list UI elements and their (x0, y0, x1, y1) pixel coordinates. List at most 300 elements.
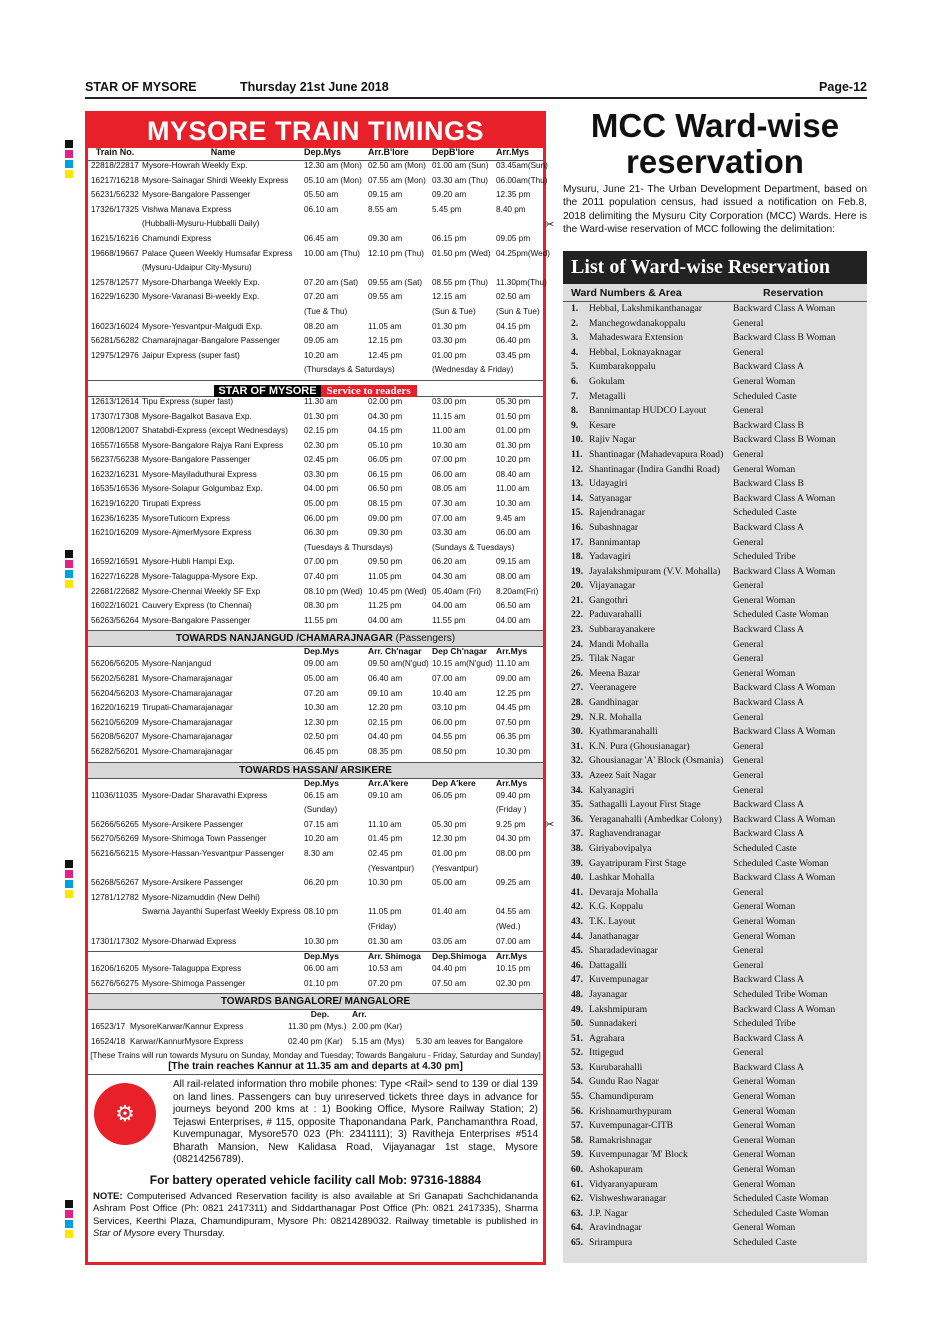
train-table-2 (88, 397, 543, 631)
ward-reservation: General Woman (733, 463, 796, 475)
train-cell: 08.55 pm (Thu) (432, 277, 488, 287)
rail-info-block (88, 1075, 543, 1167)
ward-item (563, 973, 867, 988)
train-cell: 05.50 am (304, 190, 339, 200)
train-row (88, 365, 543, 380)
train-cell: 07.20 pm (368, 978, 403, 988)
train-cell: 17307/17308 (91, 411, 139, 421)
train-cell: 07.20 am (Sat) (304, 277, 359, 287)
ward-area: Yadavagiri (589, 551, 631, 563)
ward-area: Kuvempunagar (589, 974, 649, 986)
band-logo: STAR OF MYSORE (214, 385, 320, 397)
ward-area: Ramakrishnagar (589, 1134, 652, 1146)
ward-number: 65. (571, 1237, 583, 1248)
train-cell: 11036/11035 (91, 790, 138, 800)
train-cell: 08.20 am (304, 321, 339, 331)
shimoga-rows (88, 964, 543, 993)
ward-area: Srirampura (589, 1237, 633, 1248)
train-cell: 12975/12976 (91, 350, 139, 360)
col-dep-blore: DepB'lore (432, 148, 496, 161)
ward-item (563, 1003, 867, 1018)
train-cell: 06.05 pm (368, 455, 403, 465)
ward-reservation: General (733, 448, 764, 460)
ward-reservation: Backward Class B (733, 478, 804, 490)
ward-item (563, 725, 867, 740)
masthead (85, 79, 867, 99)
train-row (88, 557, 543, 572)
train-cell: 56231/56232 (91, 190, 139, 200)
train-cell: 56268/56267 (91, 878, 139, 888)
train-cell: 05.30 pm (496, 396, 531, 406)
col-dep-mys: Dep.Mys (304, 148, 368, 161)
ward-reservation: General Woman (733, 930, 796, 942)
train-cell: 08.40 am (496, 469, 531, 479)
train-row (88, 1022, 543, 1037)
train-row (88, 205, 543, 220)
ward-item (563, 944, 867, 959)
ward-area: Mahadeswara Extension (589, 332, 684, 344)
train-cell: Mysore-Nanjangud (142, 659, 212, 669)
ward-area: T.K. Layout (589, 915, 636, 927)
train-cell: 09.00 am (304, 659, 339, 669)
train-cell: 16229/16230 (91, 292, 139, 302)
train-cell: 16210/16209 (91, 528, 139, 538)
ward-number: 49. (571, 1003, 583, 1015)
ward-number: 59. (571, 1149, 583, 1161)
bg-col-arr: Arr. (352, 1009, 367, 1020)
ward-area: Satyanagar (589, 492, 632, 504)
ward-item (563, 565, 867, 580)
train-cell (142, 864, 304, 879)
train-cell: 01.30 pm (304, 411, 339, 421)
ward-item (563, 433, 867, 448)
train-cell: 01.10 pm (304, 978, 339, 988)
train-cell: 06.10 am (304, 204, 339, 214)
train-row (88, 190, 543, 205)
ward-item (563, 623, 867, 638)
ward-item (563, 390, 867, 405)
ward-number: 45. (571, 945, 583, 957)
train-cell: 22818/22817 (91, 161, 139, 170)
ward-area: Devaraja Mohalla (589, 886, 658, 898)
train-row (88, 689, 543, 704)
train-row (88, 543, 543, 558)
train-cell: 06.35 pm (496, 732, 531, 742)
train-cell: 56216/56215 (91, 848, 139, 858)
train-cell: Mysore-Chamarajanagar (142, 717, 233, 727)
train-cell: 11.30 pm (Mys.) (288, 1022, 347, 1032)
ward-area: Tilak Nagar (589, 653, 635, 665)
ward-area: Jayanagar (589, 988, 628, 1000)
train-row (88, 878, 543, 893)
train-cell: 02.15 pm (368, 717, 403, 727)
nj-col-dep: Dep.Mys (304, 646, 339, 657)
train-row (88, 426, 543, 441)
train-cell (432, 263, 496, 278)
ward-area: Vijayanagar (589, 580, 636, 592)
train-cell: Mysore-Shimoga Town Passenger (142, 834, 267, 844)
train-cell: 03.30 am (432, 528, 467, 538)
note-label: NOTE: (93, 1190, 123, 1202)
shimoga-col-header (88, 952, 543, 965)
train-cell: 02.30 pm (304, 440, 339, 450)
ward-reservation: Backward Class A (733, 974, 804, 986)
train-cell: Chamundi Express (142, 233, 212, 243)
train-cell: 01.00 pm (496, 426, 531, 436)
train-cell: 06.20 am (432, 557, 467, 567)
train-cell: 07.00 pm (304, 557, 339, 567)
ward-number: 11. (571, 448, 583, 460)
ward-item (563, 988, 867, 1003)
train-cell: Mysore-Talaguppa-Mysore Exp. (142, 572, 258, 582)
train-cell: 8.20am(Fri) (496, 586, 539, 596)
train-row (88, 219, 543, 234)
ward-item (563, 711, 867, 726)
train-cell: 05.30 pm (432, 819, 467, 829)
train-cell: 01.50 pm (496, 411, 531, 421)
train-row (88, 964, 543, 979)
train-cell: 16236/16235 (91, 513, 139, 523)
ward-reservation: General (733, 755, 764, 767)
train-cell: 07.50 pm (496, 717, 531, 727)
train-cell (368, 307, 432, 322)
ward-number: 34. (571, 784, 583, 796)
ward-item (563, 1207, 867, 1222)
ward-reservation: General (733, 580, 764, 592)
ward-reservation: General Woman (733, 1134, 796, 1146)
train-cell: 10.30 pm (496, 746, 531, 756)
bangalore-rows (88, 1022, 543, 1051)
train-cell: MysoreKarwar/Kannur Express (130, 1022, 244, 1032)
ward-item (563, 754, 867, 769)
ward-area: Kuvempunagar 'M' Block (589, 1149, 688, 1161)
train-cell: 56276/56275 (91, 978, 139, 988)
train-row (88, 1037, 543, 1052)
train-cell: 05.00 am (304, 674, 339, 683)
train-cell: 02.45 pm (304, 455, 339, 465)
ward-item (563, 1090, 867, 1105)
hassan-table (88, 779, 543, 994)
train-cell: Mysore-Arsikere Passenger (142, 819, 244, 829)
note-body: Computerised Advanced Reservation facility is also available at Sri Ganapati Sachchidananda Ashram Post Office (Ph: 0821 2417311) and Siddarthanagar Post Office (Ph: 0821 2417335), Sharma Services, Keerthi Plaza, Chamundipuram, Mysore Ph: 08214289032. Railway timetable is published in (93, 1190, 538, 1227)
ward-number: 41. (571, 886, 583, 898)
train-cell: 06.00 pm (304, 513, 339, 523)
ward-area: J.P. Nagar (589, 1207, 628, 1219)
train-cell: 02.00 pm (368, 396, 403, 406)
train-cell: Tirupati Express (142, 499, 201, 509)
train-cell: 03.05 am (432, 936, 467, 946)
ward-item (563, 1148, 867, 1163)
train-cell (416, 1022, 543, 1037)
train-cell (88, 219, 142, 234)
train-cell: 9.45 am (496, 513, 526, 523)
train-cell: 08.10 pm (Wed) (304, 586, 363, 596)
issue-date: Thursday 21st June 2018 (240, 80, 389, 94)
ward-reservation: Scheduled Caste Woman (733, 1193, 829, 1205)
train-cell (304, 893, 368, 908)
ward-number: 29. (571, 711, 583, 723)
ward-item (563, 331, 867, 346)
train-cell: 08.05 am (432, 484, 467, 494)
train-cell: 08.10 pm (304, 907, 339, 917)
ward-area: Kumbarakoppalu (589, 361, 656, 373)
ward-reservation: General Woman (733, 1076, 796, 1088)
train-row (88, 616, 543, 631)
ward-reservation: General Woman (733, 375, 796, 387)
ward-number: 63. (571, 1207, 583, 1219)
ward-area: N.R. Mohalla (589, 711, 642, 723)
train-cell: 06.15 pm (432, 233, 467, 243)
train-cell: Mysore-Howrah Weekly Exp. (142, 161, 248, 170)
ward-reservation: General Woman (733, 1164, 796, 1176)
train-cell: Palace Queen Weekly Humsafar Express (142, 248, 293, 258)
train-row (88, 322, 543, 337)
ward-list (563, 302, 867, 1251)
rail-info-text: All rail-related information thro mobile phones: Type <Rail> send to 139 or dial 139 on land lines. Passengers can buy unreserved tickets three days in advance for journeys beyond 200 kms at : 1) Booking Office, Mysore Railway Station; 2) Tejaswi Enterprises, # 115, opposite Thaponandana Park, Panchamanthra Road, Kuvempunagar, Mysore570 023 (Ph: 2341111); 3) Ravitheja Enterprises #514 Bharath Mansion, New Kalidasa Road, Vijayanagar 1st stage, Mysore (08214256789). (173, 1079, 538, 1166)
train-cell (368, 805, 432, 820)
train-row (88, 937, 543, 952)
ward-number: 20. (571, 580, 583, 592)
hs-col-dep2: Dep A'kere (432, 777, 476, 788)
ward-area: Veeranagere (589, 682, 637, 694)
train-cell: 09.50 am(N'gud) (368, 659, 429, 669)
ward-reservation: General Woman (733, 1120, 796, 1132)
train-cell: 04.00 am (432, 601, 467, 611)
train-cell: (Wed.) (496, 921, 521, 931)
train-cell: 04.25pm(Wed) (496, 248, 551, 258)
train-row (88, 412, 543, 427)
ward-area: Raghavendranagar (589, 828, 661, 840)
ward-number: 14. (571, 492, 583, 504)
train-row (88, 674, 543, 689)
ward-area: Gokulam (589, 375, 625, 387)
ward-area: K.G. Koppalu (589, 901, 644, 913)
nanjangud-rows (88, 659, 543, 761)
train-cell: 01.30 am (368, 936, 403, 946)
ward-item (563, 827, 867, 842)
train-cell: 11.05 pm (368, 907, 402, 917)
train-cell: 11.25 pm (368, 601, 402, 611)
train-cell: 09.00 pm (368, 513, 403, 523)
train-cell: (Sunday) (304, 805, 338, 815)
train-cell: 03.10 pm (432, 703, 467, 713)
hassan-rows (88, 791, 543, 952)
ward-number: 37. (571, 828, 583, 840)
ward-item (563, 1192, 867, 1207)
train-row (88, 249, 543, 264)
sh-col-arr: Arr. Shimoga (368, 951, 421, 962)
ward-number: 61. (571, 1178, 583, 1190)
train-cell: 16592/16591 (91, 557, 139, 567)
train-cell: Jaipur Express (super fast) (142, 350, 240, 360)
train-cell: 04.00 am (496, 615, 531, 625)
ward-area: K.N. Pura (Ghousianagar) (589, 740, 690, 752)
train-cell: 12.30 pm (432, 834, 467, 844)
train-cell: 09.55 am (368, 292, 403, 302)
train-group-2 (88, 397, 543, 631)
ward-area: Rajiv Nagar (589, 434, 636, 446)
train-cell (88, 864, 142, 879)
train-cell: 10.40 am (432, 688, 467, 698)
ward-reservation: Backward Class A Woman (733, 813, 836, 825)
ward-number: 9. (571, 419, 579, 431)
scissors-icon: ✂ (545, 819, 555, 831)
ward-number: 13. (571, 478, 583, 490)
train-row (88, 351, 543, 366)
ward-area: Kesare (589, 419, 616, 431)
train-cell: 06.40 pm (496, 336, 531, 346)
battery-vehicle-line: For battery operated vehicle facility call Mob: 97316-18884 (149, 1172, 482, 1187)
train-cell: 56266/56265 (91, 819, 139, 829)
ward-area: Krishnamurthypuram (589, 1105, 672, 1117)
bangalore-note-2: [The train reaches Kannur at 11.35 am and departs at 4.30 pm] (88, 1061, 543, 1075)
train-cell: (Sun & Tue) (432, 306, 476, 316)
train-cell: 06.00am(Thu) (496, 175, 548, 185)
train-cell: 02.50 am (496, 292, 531, 302)
ward-number: 64. (571, 1222, 583, 1234)
ward-item (563, 550, 867, 565)
train-cell: 12.15 pm (368, 336, 403, 346)
ward-reservation: Scheduled Caste (733, 842, 797, 854)
train-cell: 22681/22682 (91, 586, 139, 596)
train-cell: 06.50 am (496, 601, 531, 611)
sh-col-dep2: Dep.Shimoga (432, 951, 487, 962)
ward-item (563, 477, 867, 492)
train-cell: 04.15 pm (368, 426, 403, 436)
train-row (88, 336, 543, 351)
sh-col-arr2: Arr.Mys (496, 951, 528, 962)
train-cell: 11.05 am (368, 321, 402, 331)
ward-number: 50. (571, 1018, 583, 1030)
train-row (88, 514, 543, 529)
train-cell: 06.15 am (304, 790, 339, 800)
train-cell: 06.20 pm (304, 878, 339, 888)
train-cell: Mysore-Mayiladuthurai Express (142, 469, 257, 479)
ward-item (563, 1221, 867, 1236)
train-cell: 08.35 pm (368, 746, 403, 756)
ward-item (563, 1061, 867, 1076)
ward-reservation: Scheduled Caste (733, 1237, 797, 1248)
ward-number: 56. (571, 1105, 583, 1117)
train-cell: 16217/16218 (91, 175, 139, 185)
train-cell: 02.40 pm (Kar) (288, 1036, 343, 1046)
ward-reservation: Scheduled Caste Woman (733, 1207, 829, 1219)
mcc-body-text: Mysuru, June 21- The Urban Development Department, based on the 2011 population census, had issued a notification on Feb.8, 2018 delimiting the Mysuru City Corporation (MCC) Wards. Here is the Ward-wise reservation of MCC following the delimitation: (563, 184, 867, 236)
ward-item (563, 317, 867, 332)
train-cell: 08.15 pm (368, 499, 403, 509)
ward-area: Sharadadevinagar (589, 945, 658, 957)
train-cell (88, 307, 142, 322)
bg-col-dep: Dep. (310, 1009, 330, 1020)
ward-reservation: General (733, 886, 764, 898)
train-cell: 12.20 pm (368, 703, 403, 713)
ward-item (563, 959, 867, 974)
train-cell: 10.53 am (368, 964, 403, 974)
ward-number: 36. (571, 813, 583, 825)
train-row (88, 791, 543, 806)
ward-item (563, 784, 867, 799)
train-cell: 09.55 am (Sat) (368, 277, 423, 287)
train-row (88, 907, 543, 922)
ward-reservation: Backward Class A Woman (733, 682, 836, 694)
ward-area: Shantinagar (Indira Gandhi Road) (589, 463, 720, 475)
train-cell (304, 864, 368, 879)
train-cell: 07.00 am (496, 936, 531, 946)
train-cell: 04.55 am (496, 907, 531, 917)
ward-number: 39. (571, 857, 583, 869)
train-row (88, 747, 543, 762)
nanjangud-table (88, 647, 543, 761)
ward-number: 53. (571, 1061, 583, 1073)
train-cell: 05.10 pm (368, 440, 403, 450)
ward-number: 42. (571, 901, 583, 913)
train-row (88, 864, 543, 879)
ward-number: 31. (571, 740, 583, 752)
train-cell: Mysore-Varanasi Bi-weekly Exp. (142, 292, 260, 302)
train-cell (304, 263, 368, 278)
train-cell: Mysore-Shimoga Passenger (142, 978, 246, 988)
train-cell: 11.05 pm (368, 572, 402, 582)
train-cell: Mysore-Chennai Weekly SF Exp (142, 586, 261, 596)
ward-reservation: General Woman (733, 1222, 796, 1234)
train-cell: (Wednesday & Friday) (432, 365, 514, 375)
train-cell: Mysore-Hubli Hampi Exp. (142, 557, 235, 567)
ward-item (563, 930, 867, 945)
train-cell: 02.30 pm (496, 978, 531, 988)
train-cell: 5.45 pm (432, 204, 462, 214)
ward-reservation: General (733, 536, 764, 548)
ward-item (563, 638, 867, 653)
headline-line-1: MCC Ward-wise (590, 107, 840, 144)
ward-reservation: Scheduled Caste Woman (733, 857, 829, 869)
ward-reservation: Backward Class A (733, 828, 804, 840)
reservation-note (88, 1191, 543, 1241)
train-cell: 03.45am(Sun) (496, 161, 548, 170)
train-cell: 06.15 pm (368, 469, 403, 479)
train-cell: 56282/56201 (91, 746, 139, 756)
train-cell: 10.00 am (Thu) (304, 248, 360, 258)
train-cell: Mysore-Bangalore Rajya Rani Express (142, 440, 284, 450)
train-cell: Mysore-Hassan-Yesvantpur Passenger (142, 848, 285, 858)
train-cell: (Yesvantpur) (368, 863, 415, 873)
headline-line-2: reservation (626, 143, 804, 180)
train-row (88, 307, 543, 322)
ward-item (563, 360, 867, 375)
bangalore-col-header (88, 1010, 543, 1022)
train-cell: Shatabdi-Express (except Wednesdays) (142, 426, 288, 436)
ward-area: Bannimantap HUDCO Layout (589, 405, 707, 417)
train-cell (496, 263, 543, 278)
train-row (88, 263, 543, 278)
ward-reservation: Scheduled Caste Woman (733, 609, 829, 621)
train-cell: 11.10 am (496, 659, 530, 669)
ward-number: 44. (571, 930, 583, 942)
train-cell: 56208/56207 (91, 732, 139, 742)
col-name: Name (142, 148, 304, 161)
ward-area: Vishweshwaranagar (589, 1193, 667, 1205)
train-cell: 10.30 am (432, 440, 467, 450)
ward-area: Rajendranagar (589, 507, 645, 519)
train-row (88, 703, 543, 718)
train-row (88, 922, 543, 937)
ward-item (563, 1119, 867, 1134)
ward-reservation: General (733, 740, 764, 752)
train-cell: 12.30 am (Mon) (304, 161, 362, 170)
ward-reservation: Scheduled Tribe (733, 1018, 796, 1030)
ward-area: Gayatripuram First Stage (589, 857, 686, 869)
train-cell: 09.20 am (432, 190, 467, 200)
train-cell (368, 893, 432, 908)
